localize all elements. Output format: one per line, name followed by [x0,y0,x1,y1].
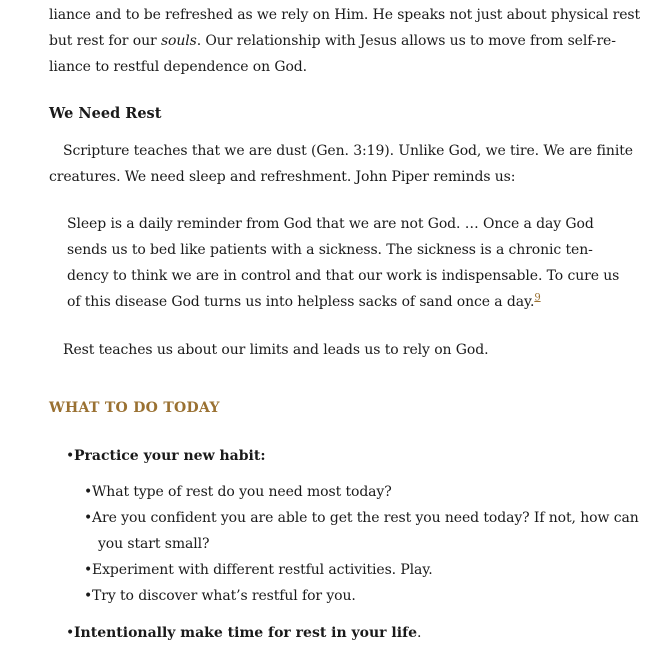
sub-list-item [84,505,639,531]
blockquote-text: of this disease God turns us into helpless sacks of sand once a day. [67,294,535,310]
blockquote-line [67,289,541,315]
sub-list-item-text: Are you confident you are able to get the rest you need today? If not, how can [92,510,639,526]
section-heading: WHAT TO DO TODAY [49,400,220,416]
blockquote-line: sends us to bed like patients with a sickness. The sickness is a chronic ten- [67,242,593,258]
subheading: We Need Rest [49,105,162,122]
paragraph-line: creatures. We need sleep and refreshment. John Piper reminds us: [49,169,516,185]
paragraph-line: liance and to be refreshed as we rely on Him. He speaks not just about physical rest [49,7,641,23]
paragraph-line: liance to restful dependence on God. [49,59,307,75]
sub-list-item-text: Try to discover what’s restful for you. [92,588,356,604]
sub-list-item-text: What type of rest do you need most today? [92,484,392,500]
emphasis-text: souls [160,33,197,49]
bullet-marker: • [66,448,75,464]
blockquote-line: dency to think we are in control and that our work is indispensable. To cure us [67,268,620,284]
bullet-marker: • [84,588,93,604]
list-item [66,443,266,469]
list-item-label: Practice your new habit: [74,448,266,464]
sub-list-item [84,479,392,505]
list-item-label: Intentionally make time for rest in your life [74,625,417,641]
paragraph-line: Scripture teaches that we are dust (Gen. 3:19). Unlike God, we tire. We are finite [63,143,633,159]
paragraph-text: but rest for our [49,33,161,49]
list-item [66,620,421,646]
blockquote-line: Sleep is a daily reminder from God that we are not God. … Once a day God [67,216,594,232]
paragraph-line: Rest teaches us about our limits and leads us to rely on God. [63,342,489,358]
bullet-marker: • [66,625,75,641]
sub-list-item-continuation: you start small? [98,536,210,552]
bullet-marker: • [84,562,93,578]
list-item-punctuation: . [417,625,422,641]
paragraph-text: . Our relationship with Jesus allows us to move from self-re- [196,33,616,49]
sub-list-item [84,583,356,609]
paragraph-line [49,28,616,54]
sub-list-item-text: Experiment with different restful activities. Play. [92,562,433,578]
sub-list-item [84,557,433,583]
bullet-marker: • [84,510,93,526]
bullet-marker: • [84,484,93,500]
footnote-link[interactable]: 9 [534,292,541,304]
